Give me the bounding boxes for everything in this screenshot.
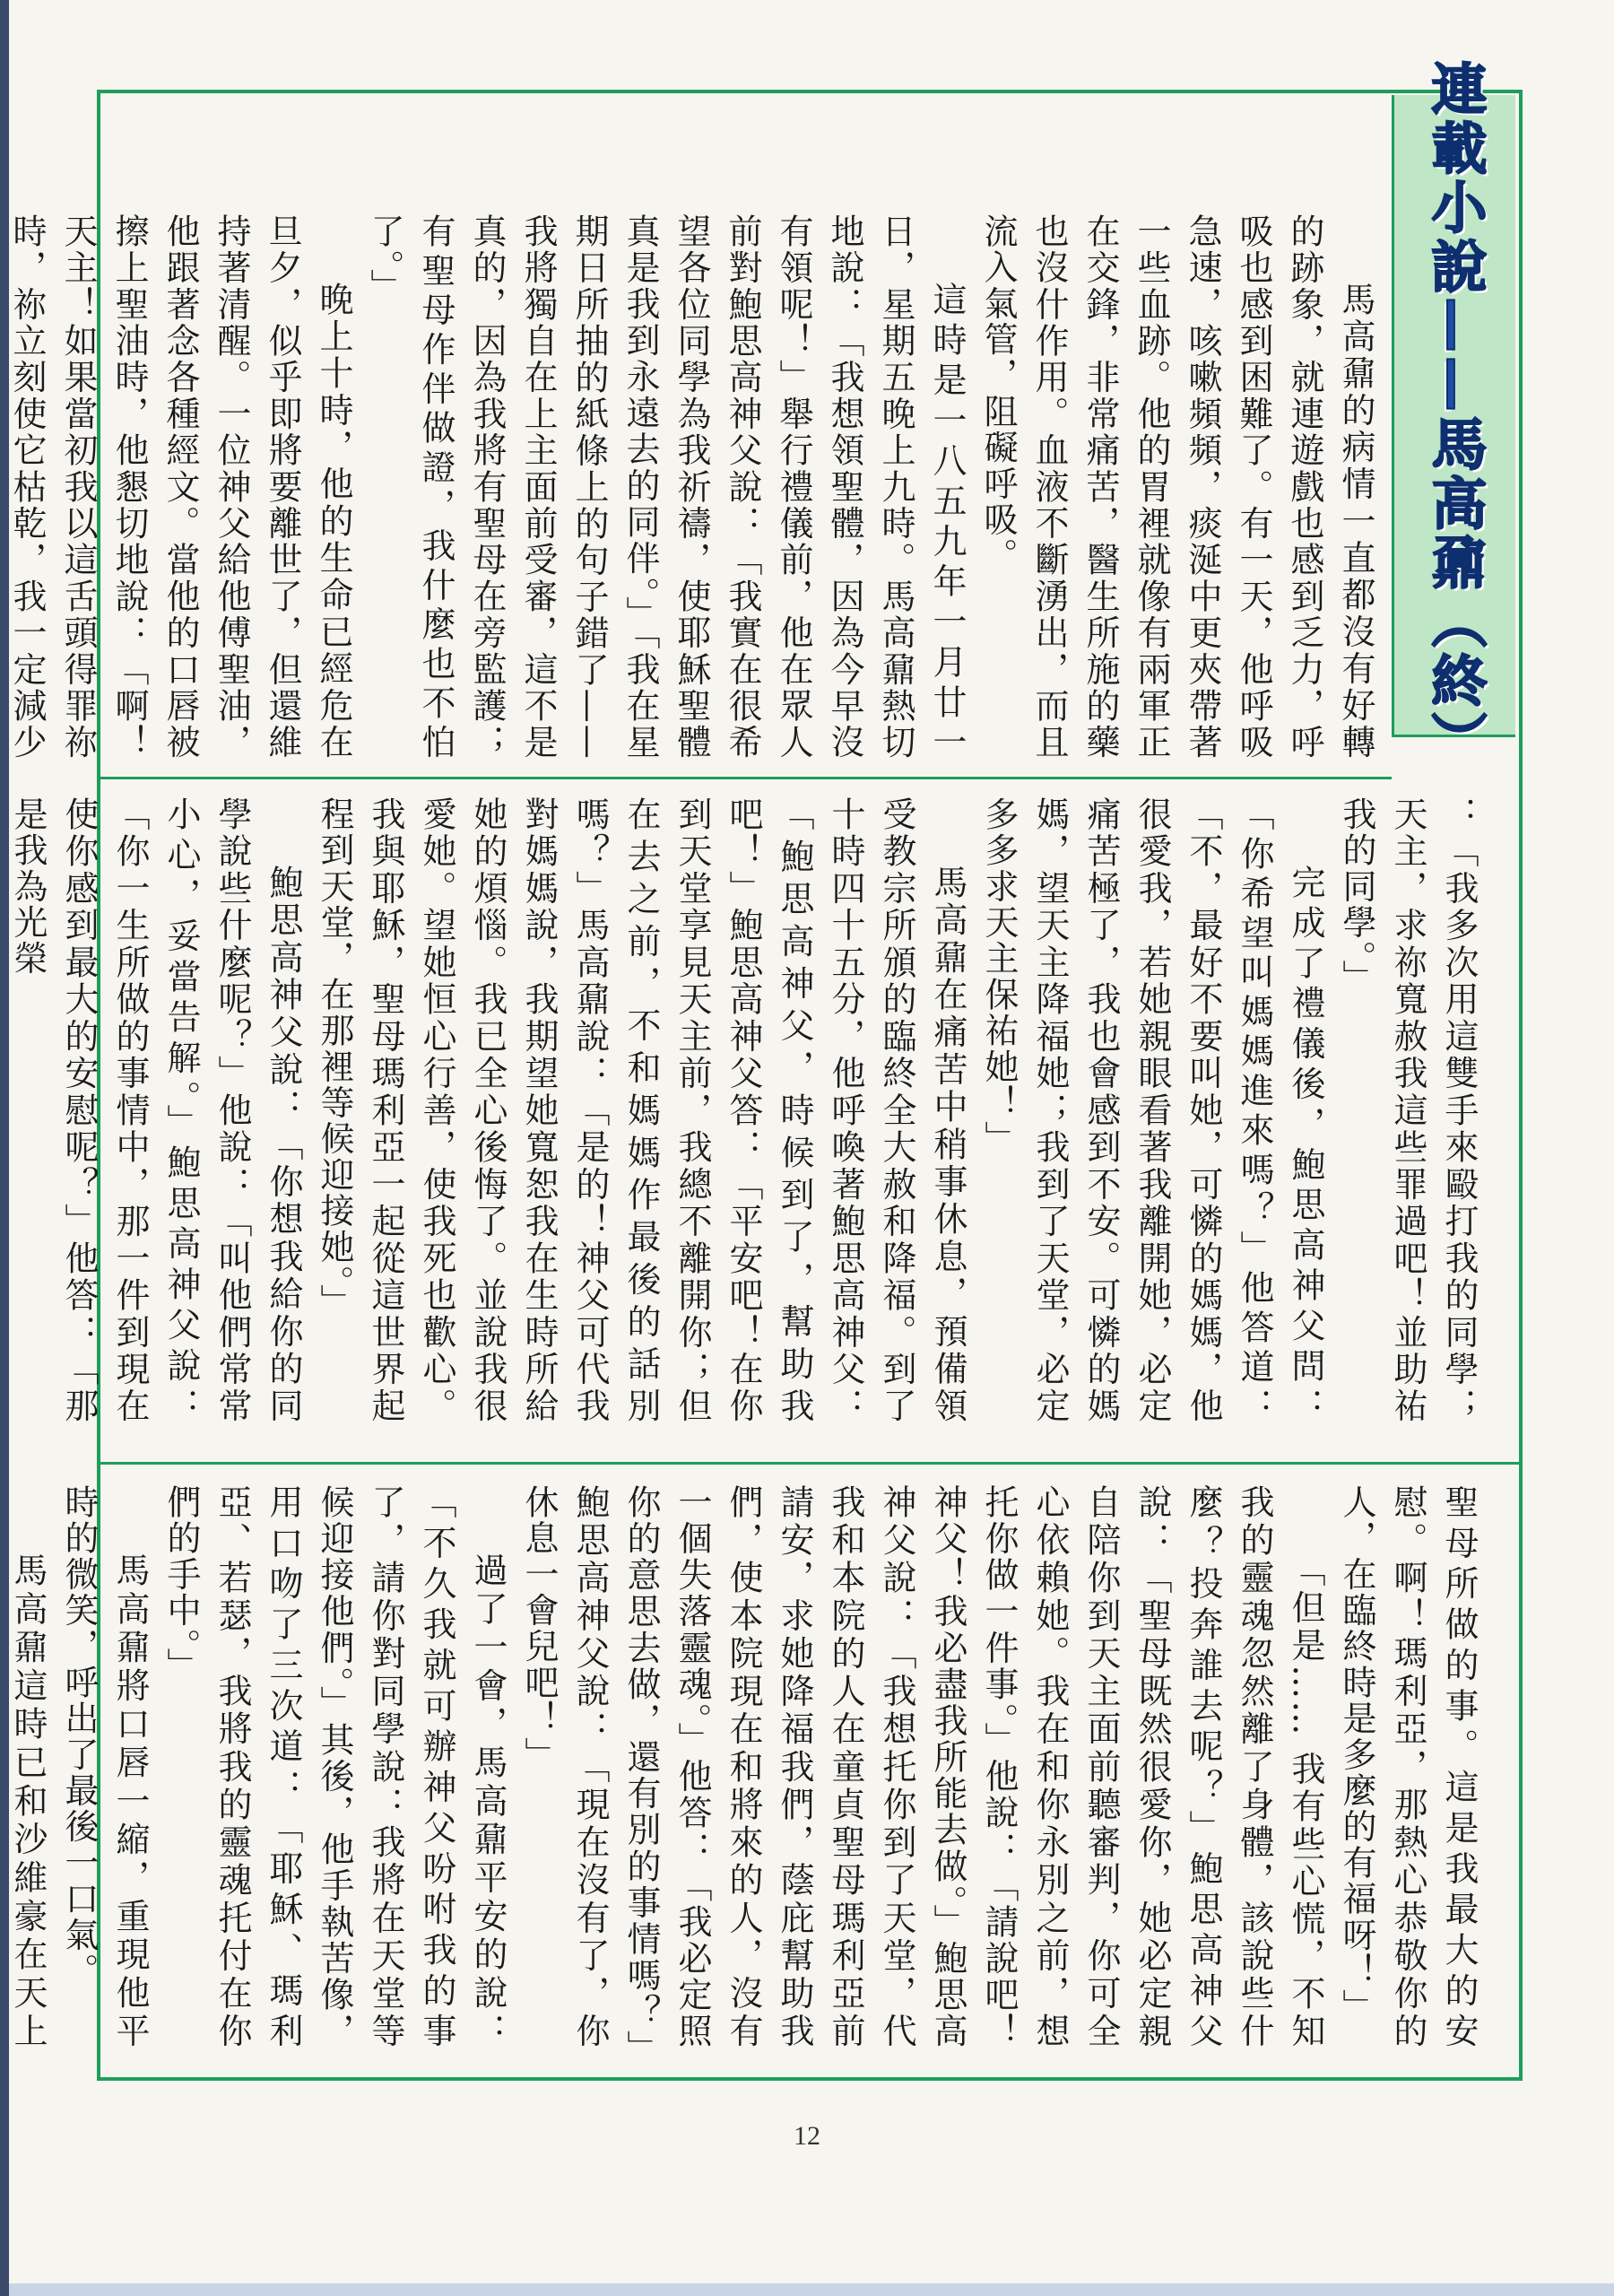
page-number: 12 <box>794 2121 820 2151</box>
paragraph: 馬高鼐將口唇一縮，重現他平時的微笑，呼出了最後一口氣。 <box>59 1484 150 2049</box>
title-banner <box>1392 59 1515 770</box>
paragraph: 聖母所做的事。這是我最大的安慰。啊！瑪利亞，那熱心恭敬你的人，在臨終時是多麼的有福呀！」 <box>1337 1484 1479 2049</box>
text-section-3 <box>8 1484 1484 2049</box>
article-title: 連載小說——馬高鼐（終） <box>1422 59 1488 770</box>
paragraph: 「但是…… 我有些心慌，不知我的靈魂忽然離了身體，該說些什麼？投奔誰去呢？」鮑思高神父說：「聖母既然很愛你，她必定親自陪你到天主面前聽審判，你可全心依賴她。我在和你永別之前，想托你做一件事。」他說：「請說吧！神父！我必盡我所能去做。」鮑思高神父說：「我想托你到了天堂，代我和本院的人在童貞聖母瑪利亞前請安，求她降福我們，蔭庇幫助我們，使本院現在和將來的人，沒有一個失落靈魂。」他答：「我必定照你的意思去做，還有別的事情嗎？」鮑思高神父說：「現在沒有了，你休息一會兒吧！」 <box>519 1484 1325 2049</box>
paragraph: 晚上十時，他的生命已經危在旦夕，似乎即將要離世了，但還維持著清醒。一位神父給他傅聖油，他跟著念各種經文。當他的口唇被擦上聖油時，他懇切地說：「啊！天主！如果當初我以這舌頭得罪祢時，祢立刻使它枯乾，我一定減少 <box>7 213 353 761</box>
paragraph: 完成了禮儀後，鮑思高神父問：「你希望叫媽媽進來嗎？」他答道：「不，最好不要叫她，可憐的媽媽，他很愛我，若她親眼看著我離開她，必定痛苦極了，我也會感到不安。可憐的媽媽，望天主降福她；我到了天堂，必定多多求天主保祐她！」 <box>979 796 1325 1424</box>
paragraph: 馬高鼐的病情一直都沒有好轉的跡象，就連遊戲也感到乏力，呼吸也感到困難了。有一天，他呼吸急速，咳嗽頻頻，痰涎中更夾帶著一些血跡。他的胃裡就像有兩軍正在交鋒，非常痛苦，醫生所施的藥也沒什作用。血液不斷湧出，而且流入氣管，阻礙呼吸。 <box>978 213 1375 761</box>
text-section-2 <box>8 796 1484 1424</box>
text-section-1 <box>7 213 1381 761</box>
paragraph: 鮑思高神父說：「你想我給你的同學說些什麼呢？」他說：「叫他們常常小心，妥當告解。」鮑思高神父說：「你一生所做的事情中，那一件到現在使你感到最大的安慰呢？」他答：「那是我為光榮 <box>8 796 303 1424</box>
paragraph: ：「我多次用這雙手來毆打我的同學；天主，求祢寬赦我這些罪過吧！並助祐我的同學。」 <box>1337 796 1479 1424</box>
paragraph: 馬高鼐在痛苦中稍事休息，預備領受教宗所頒的臨終全大赦和降福。到了十時四十五分，他呼喚著鮑思高神父：「鮑思高神父，時候到了，幫助我吧！」鮑思高神父答：「平安吧！在你到天堂享見天主前，我總不離開你；但在去之前，不和媽媽作最後的話別嗎？」馬高鼐說：「是的！神父可代我對媽媽說，我期望她寬恕我在生時所給她的煩惱。我已全心後悔了。並說我很愛她。望她恒心行善，使我死也歡心。我與耶穌，聖母瑪利亞一起從這世界起程到天堂，在那裡等候迎接她。」 <box>315 796 968 1424</box>
paragraph: 過了一會，馬高鼐平安的說：「不久我就可辦神父吩咐我的事了，請你對同學說：我將在天堂等候迎接他們。」其後，他手執苦像，用口吻了三次道：「耶穌、瑪利亞、若瑟，我將我的靈魂托付在你們的手中。」 <box>161 1484 508 2049</box>
section-divider-2 <box>100 1462 1519 1465</box>
paragraph: 馬高鼐這時已和沙維豪在天上 <box>8 1552 48 2049</box>
section-divider-1 <box>100 777 1392 779</box>
paragraph: 這時是一八五九年一月廿一日，星期五晚上九時。馬高鼐熱切地說：「我想領聖體，因為今早沒有領呢！」舉行禮儀前，他在眾人前對鮑思高神父說：「我實在很希望各位同學為我祈禱，使耶穌聖體真是我到永遠去的同伴。」「我在星期日所抽的紙條上的句子錯了——我將獨自在上主面前受審，這不是真的，因為我將有聖母在旁監護；有聖母作伴做證，我什麼也不怕了。」 <box>365 213 967 761</box>
